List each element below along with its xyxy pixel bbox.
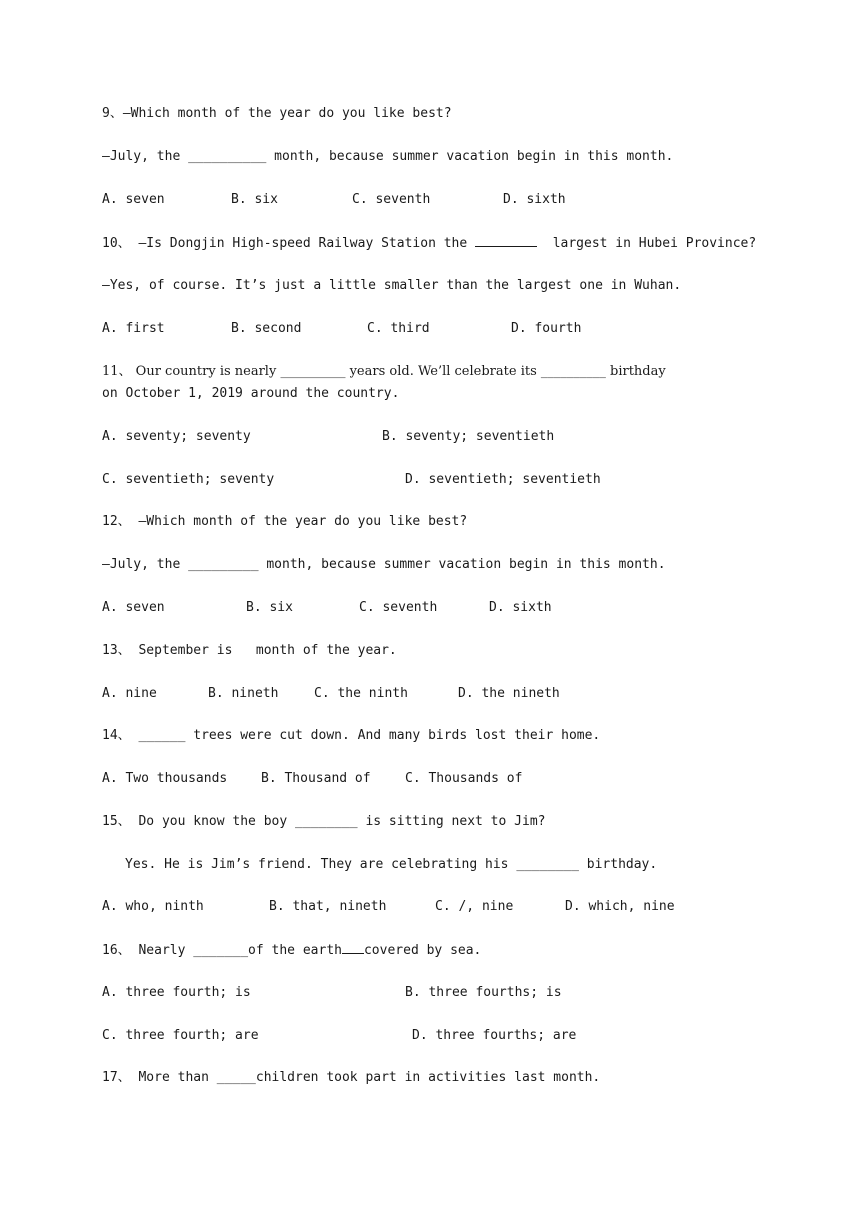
question-10-blank [475, 234, 537, 247]
question-10-option-c: C. third [367, 321, 430, 336]
question-14-option-c: C. Thousands of [405, 771, 523, 786]
question-9-reply: —July, the __________ month, because summer vacation begin in this month. [102, 149, 674, 164]
question-12-option-d: D. sixth [489, 600, 552, 615]
question-12-reply: —July, the _________ month, because summer vacation begin in this month. [102, 557, 666, 572]
question-13-stem: 13、 September is month of the year. [102, 643, 397, 658]
question-9-option-d: D. sixth [503, 192, 566, 207]
question-12-option-c: C. seventh [359, 600, 438, 615]
question-10-stem-end: largest in Hubei Province? [552, 236, 757, 251]
question-14-option-b: B. Thousand of [261, 771, 371, 786]
question-12-option-a: A. seven [102, 600, 165, 615]
question-10-stem [102, 234, 756, 253]
question-16-option-a: A. three fourth; is [102, 985, 251, 1000]
question-10-option-a: A. first [102, 321, 165, 336]
question-11-line-1: 11、 Our country is nearly __________ years old. We’ll celebrate its __________ birthday [102, 364, 666, 379]
question-16-stem [102, 941, 481, 960]
question-15-option-b: B. that, nineth [269, 899, 387, 914]
question-9-option-b: B. six [231, 192, 278, 207]
question-9-option-a: A. seven [102, 192, 165, 207]
question-13-option-c: C. the ninth [314, 686, 408, 701]
question-15-option-c: C. /, nine [435, 899, 514, 914]
question-16-option-c: C. three fourth; are [102, 1028, 259, 1043]
question-12-option-b: B. six [246, 600, 293, 615]
question-17-stem: 17、 More than _____children took part in activities last month. [102, 1070, 601, 1085]
question-11-option-d: D. seventieth; seventieth [405, 472, 601, 487]
question-9-stem: 9、—Which month of the year do you like best? [102, 106, 452, 121]
question-11-option-b: B. seventy; seventieth [382, 429, 555, 444]
question-11-option-c: C. seventieth; seventy [102, 472, 275, 487]
question-10-option-d: D. fourth [511, 321, 582, 336]
question-13-option-a: A. nine [102, 686, 157, 701]
question-15-option-d: D. which, nine [565, 899, 675, 914]
question-15-option-a: A. who, ninth [102, 899, 204, 914]
question-15-reply: Yes. He is Jim’s friend. They are celebrating his ________ birthday. [125, 857, 658, 872]
question-10-reply: —Yes, of course. It’s just a little smaller than the largest one in Wuhan. [102, 278, 682, 293]
question-10-option-b: B. second [231, 321, 302, 336]
question-10-stem-start: 10、 —Is Dongjin High-speed Railway Station the [102, 236, 468, 251]
question-11-option-a: A. seventy; seventy [102, 429, 251, 444]
question-13-option-b: B. nineth [208, 686, 279, 701]
question-16-option-b: B. three fourths; is [405, 985, 562, 1000]
question-11-line-2: on October 1, 2019 around the country. [102, 386, 400, 401]
question-16-option-d: D. three fourths; are [412, 1028, 577, 1043]
question-16-stem-start: 16、 Nearly _______of the earth [102, 943, 342, 958]
question-12-stem: 12、 —Which month of the year do you like best? [102, 514, 468, 529]
question-16-blank [342, 941, 364, 954]
question-16-stem-end: covered by sea. [363, 943, 482, 958]
question-13-option-d: D. the nineth [458, 686, 560, 701]
question-14-option-a: A. Two thousands [102, 771, 228, 786]
question-14-stem: 14、 ______ trees were cut down. And many birds lost their home. [102, 728, 601, 743]
question-15-stem: 15、 Do you know the boy ________ is sitting next to Jim? [102, 814, 546, 829]
question-9-option-c: C. seventh [352, 192, 431, 207]
